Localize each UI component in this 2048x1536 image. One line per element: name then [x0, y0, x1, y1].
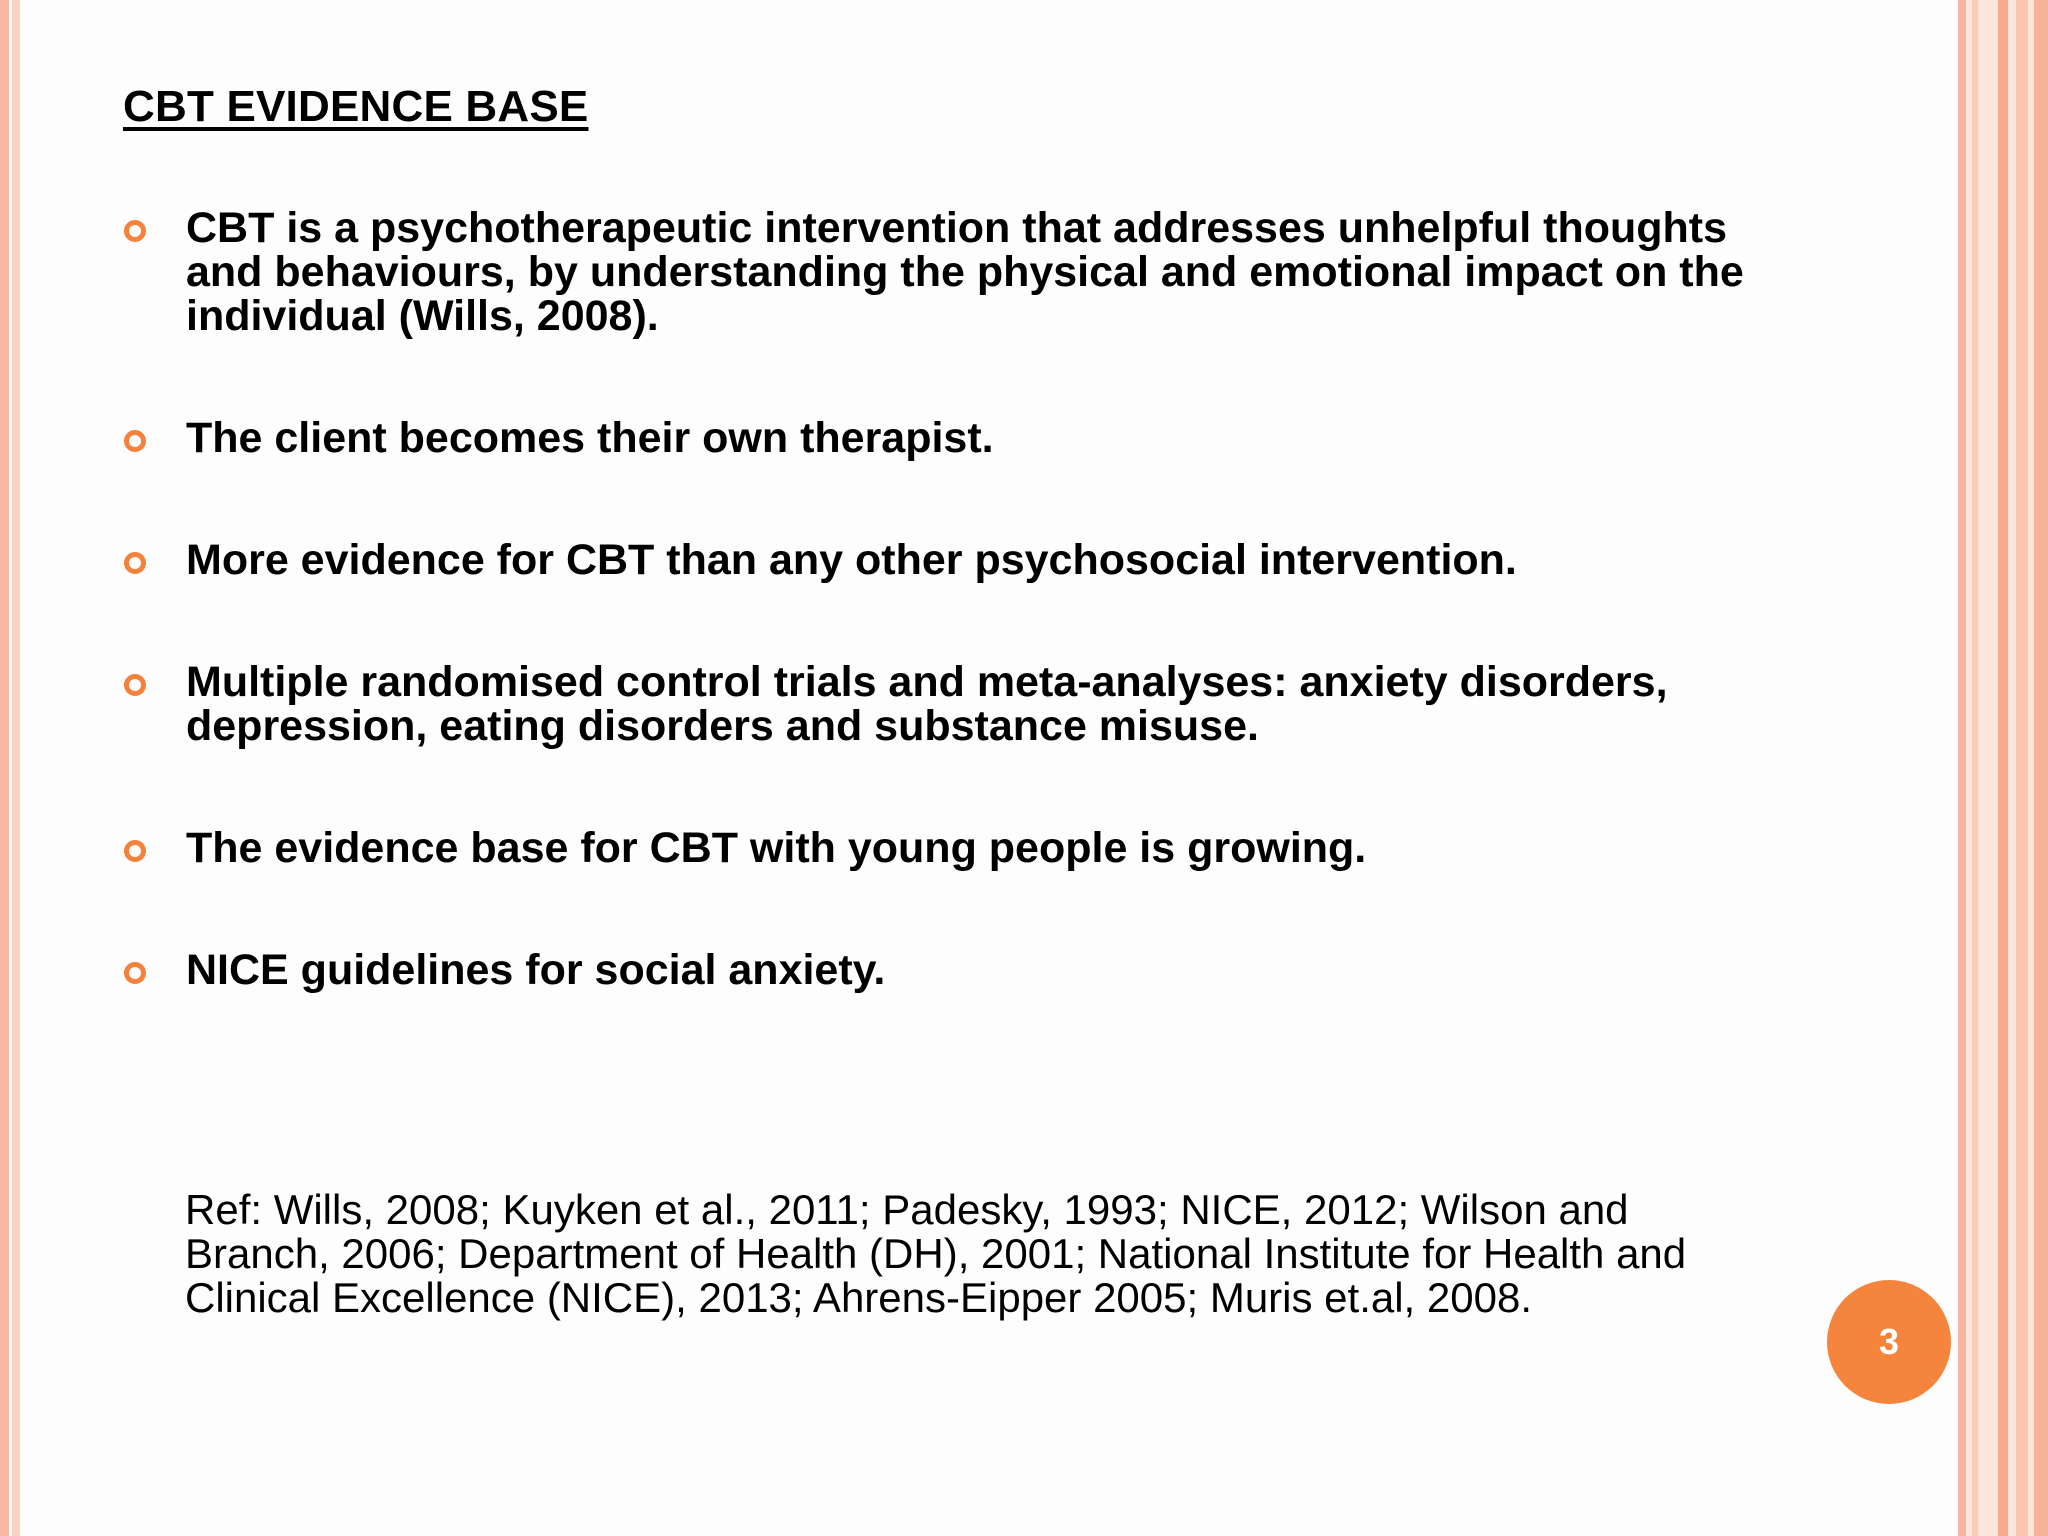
hollow-circle-bullet-icon	[124, 962, 146, 984]
bullet-list	[120, 206, 1780, 1070]
references-text: Ref: Wills, 2008; Kuyken et al., 2011; Padesky, 1993; NICE, 2012; Wilson and Branch, 2006; Department of Health (DH), 2001; National Institute for Health and Clinical Excellence (NICE), 2013; Ahrens-Eipper 2005; Muris et.al, 2008.	[185, 1186, 1687, 1321]
slide-title: CBT EVIDENCE BASE	[123, 82, 589, 131]
bullet-item	[120, 538, 1780, 582]
hollow-circle-bullet-icon	[124, 674, 146, 696]
bullet-text: NICE guidelines for social anxiety.	[186, 946, 886, 994]
bullet-text: Multiple randomised control trials and meta-analyses: anxiety disorders, depression, eating disorders and substance misuse.	[186, 658, 1668, 750]
bullet-text: The evidence base for CBT with young people is growing.	[186, 824, 1367, 872]
hollow-circle-bullet-icon	[124, 840, 146, 862]
right-border-stripe	[1958, 0, 1966, 1536]
bullet-item	[120, 416, 1780, 460]
bullet-text: CBT is a psychotherapeutic intervention that addresses unhelpful thoughts and behaviours, by understanding the physical and emotional impact on the individual (Wills, 2008).	[186, 204, 1744, 340]
left-border-stripe	[0, 0, 9, 1536]
page-number-badge	[1827, 1280, 1951, 1404]
bullet-text: The client becomes their own therapist.	[186, 414, 994, 462]
hollow-circle-bullet-icon	[124, 430, 146, 452]
bullet-text: More evidence for CBT than any other psychosocial intervention.	[186, 536, 1517, 584]
right-border-stripe	[2034, 0, 2048, 1536]
right-border-stripe	[1972, 0, 1978, 1536]
left-border-stripe	[12, 0, 20, 1536]
hollow-circle-bullet-icon	[124, 220, 146, 242]
bullet-item	[120, 206, 1780, 338]
bullet-item	[120, 948, 1780, 992]
bullet-item	[120, 660, 1780, 748]
right-border-stripe	[1998, 0, 2008, 1536]
right-border-stripe	[2016, 0, 2028, 1536]
hollow-circle-bullet-icon	[124, 552, 146, 574]
bullet-item	[120, 826, 1780, 870]
page-number: 3	[1878, 1321, 1900, 1362]
